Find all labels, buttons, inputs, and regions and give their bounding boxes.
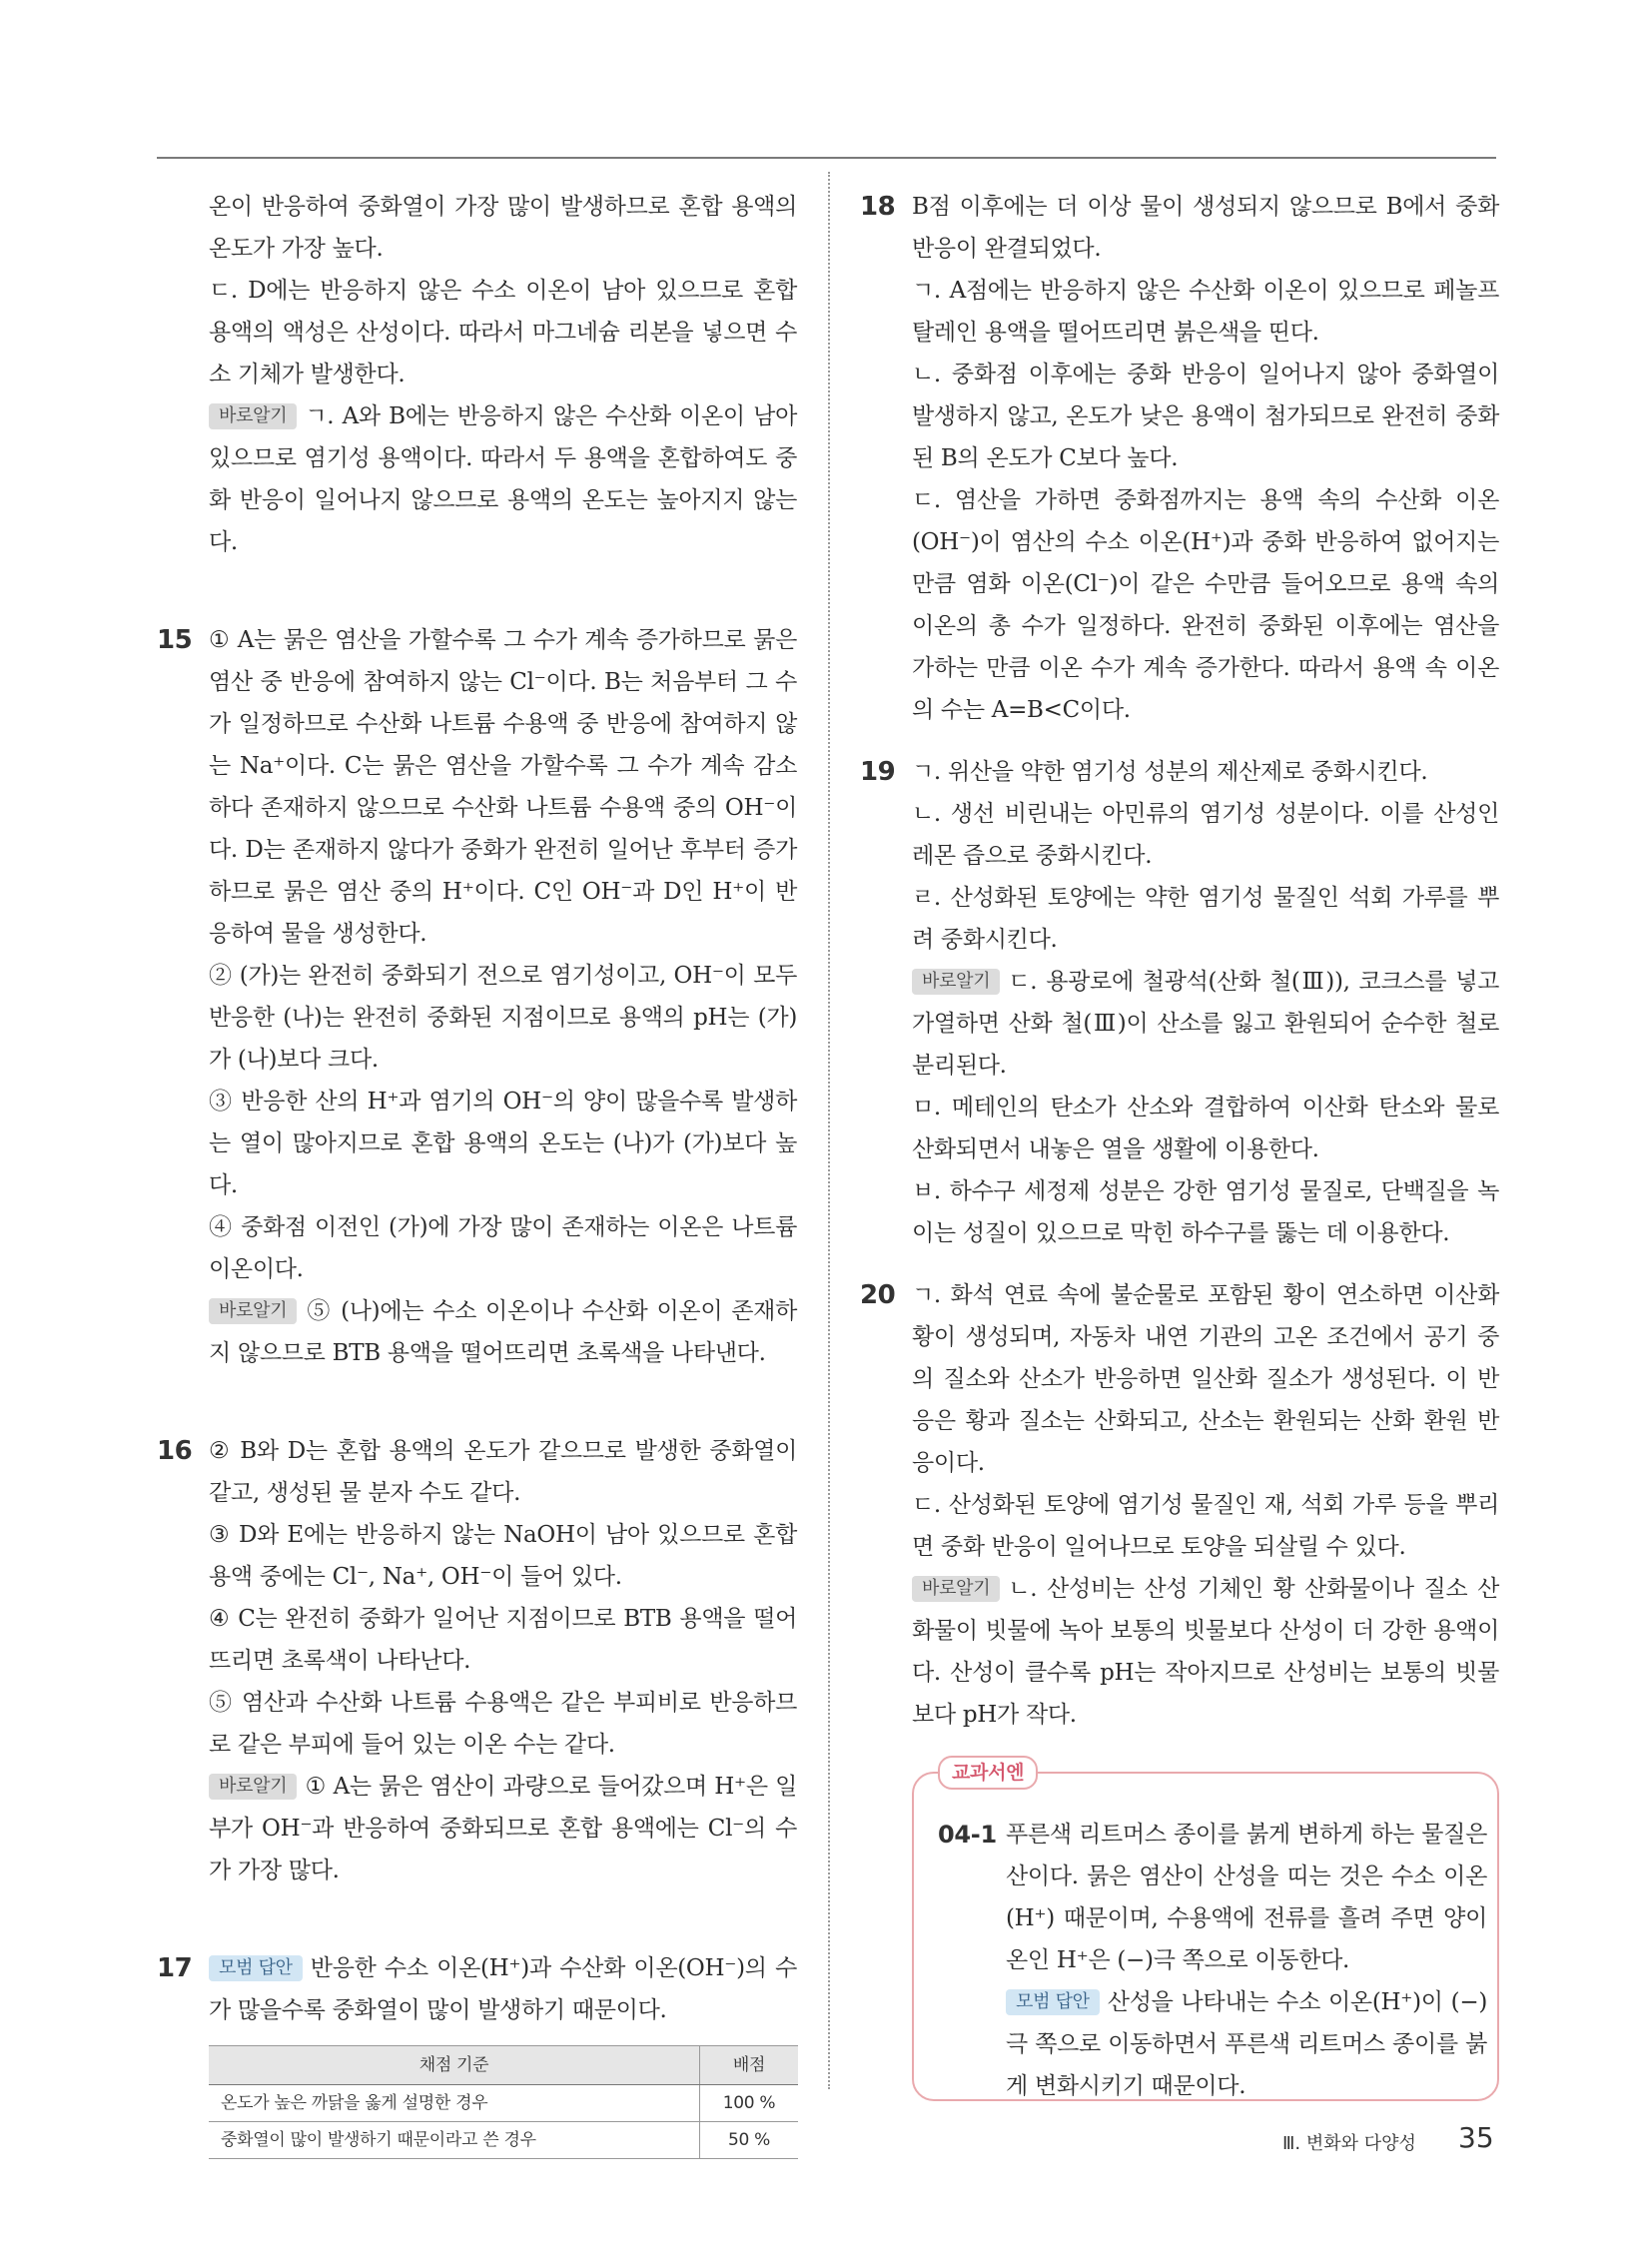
q16-p5: [209, 1766, 797, 1891]
q20-wrong-explanation: ㄴ. 산성비는 산성 기체인 황 산화물이나 질소 산화물이 빗물에 녹아 보통의 빗물보다 산성이 더 강한 용액이다. 산성이 클수록 pH는 작아지므로 산성비는 보통의 빗물보다 pH가 작다.: [912, 1576, 1499, 1728]
footer-section-title: Ⅲ. 변화와 다양성: [1282, 2133, 1416, 2154]
left-column: [157, 186, 797, 2159]
scoring-points-header: 배점: [700, 2046, 799, 2085]
textbook-p2: [1006, 1981, 1487, 2107]
q15-p3: ③ 반응한 산의 H⁺과 염기의 OH⁻의 양이 많을수록 발생하는 열이 많아지므로 혼합 용액의 온도는 (나)가 (가)보다 높다.: [209, 1089, 797, 1198]
right-column: [860, 186, 1499, 2101]
q19-p6: ㅂ. 하수구 세정제 성분은 강한 염기성 물질로, 단백질을 녹이는 성질이 있으므로 막힌 하수구를 뚫는 데 이용한다.: [912, 1178, 1499, 1246]
scoring-points-cell: 100 %: [700, 2085, 799, 2122]
q20-p1: ㄱ. 화석 연료 속에 불순물로 포함된 황이 연소하면 이산화 황이 생성되며, 자동차 내연 기관의 고온 조건에서 공기 중의 질소와 산소가 반응하면 일산화 질소가 생성된다. 이 반응은 황과 질소는 산화되고, 산소는 환원되는 산화 환원 반응이다.: [912, 1282, 1499, 1476]
barogi-tag: 바로알기: [912, 969, 1000, 995]
q14-cont-p3: [209, 395, 797, 563]
q17-answer-text: 반응한 수소 이온(H⁺)과 수산화 이온(OH⁻)의 수가 많을수록 중화열이 많이 발생하기 때문이다.: [209, 1955, 797, 2023]
mobeom-tag: 모범 답안: [1006, 1989, 1100, 2015]
scoring-table: [209, 2045, 798, 2159]
table-row: [209, 2085, 798, 2122]
question-number-16: 16: [157, 1436, 193, 1466]
textbook-question-number: 04-1: [938, 1821, 997, 1849]
q16-p4: ⑤ 염산과 수산화 나트륨 수용액은 같은 부피비로 반응하므로 같은 부피에 들어 있는 이온 수는 같다.: [209, 1690, 797, 1758]
q15-wrong-explanation: ⑤ (나)에는 수소 이온이나 수산화 이온이 존재하지 않으므로 BTB 용액을 떨어뜨리면 초록색을 나타낸다.: [209, 1298, 797, 1366]
q19-p2: ㄴ. 생선 비린내는 아민류의 염기성 성분이다. 이를 산성인 레몬 즙으로 중화시킨다.: [912, 801, 1499, 869]
q19-p5: ㅁ. 메테인의 탄소가 산소와 결합하여 이산화 탄소와 물로 산화되면서 내놓은 열을 생활에 이용한다.: [912, 1095, 1499, 1162]
question-number-20: 20: [860, 1280, 896, 1310]
barogi-tag: 바로알기: [912, 1576, 1000, 1602]
question-number-17: 17: [157, 1953, 193, 1983]
scoring-table-header: [209, 2046, 798, 2085]
q15-p4: ④ 중화점 이전인 (가)에 가장 많이 존재하는 이온은 나트륨 이온이다.: [209, 1214, 797, 1282]
textbook-box: [912, 1762, 1499, 2101]
barogi-tag: 바로알기: [209, 1774, 297, 1800]
question-15: [157, 619, 797, 1374]
textbook-answer-text: 산성을 나타내는 수소 이온(H⁺)이 (−)극 쪽으로 이동하면서 푸른색 리트머스 종이를 붉게 변화시키기 때문이다.: [1006, 1989, 1487, 2099]
q19-p3: ㄹ. 산성화된 토양에는 약한 염기성 물질인 석회 가루를 뿌려 중화시킨다.: [912, 885, 1499, 953]
q17-answer: [209, 1947, 797, 2031]
q16-wrong-explanation: ① A는 묽은 염산이 과량으로 들어갔으며 H⁺은 일부가 OH⁻과 반응하여 중화되므로 혼합 용액에는 Cl⁻의 수가 가장 많다.: [209, 1774, 797, 1883]
q20-p3: [912, 1568, 1499, 1736]
textbook-tag: 교과서엔: [938, 1756, 1038, 1790]
q18-p1: B점 이후에는 더 이상 물이 생성되지 않으므로 B에서 중화 반응이 완결되었다.: [912, 194, 1499, 262]
scoring-points-cell: 50 %: [700, 2122, 799, 2159]
q16-p1: ② B와 D는 혼합 용액의 온도가 같으므로 발생한 중화열이 같고, 생성된 물 분자 수도 같다.: [209, 1438, 797, 1506]
q20-p2: ㄷ. 산성화된 토양에 염기성 물질인 재, 석회 가루 등을 뿌리면 중화 반응이 일어나므로 토양을 되살릴 수 있다.: [912, 1492, 1499, 1560]
q19-p1: ㄱ. 위산을 약한 염기성 성분의 제산제로 중화시킨다.: [912, 759, 1428, 785]
q14-cont-p1: 온이 반응하여 중화열이 가장 많이 발생하므로 혼합 용액의 온도가 가장 높다.: [209, 194, 797, 262]
q19-wrong-explanation: ㄷ. 용광로에 철광석(산화 철(Ⅲ)), 코크스를 넣고 가열하면 산화 철(Ⅲ)이 산소를 잃고 환원되어 순수한 철로 분리된다.: [912, 969, 1499, 1079]
textbook-p1: 푸른색 리트머스 종이를 붉게 변하게 하는 물질은 산이다. 묽은 염산이 산성을 띠는 것은 수소 이온(H⁺) 때문이며, 수용액에 전류를 흘려 주면 양이온인 H⁺은 (−)극 쪽으로 이동한다.: [1006, 1822, 1487, 1973]
q18-p4: ㄷ. 염산을 가하면 중화점까지는 용액 속의 수산화 이온(OH⁻)이 염산의 수소 이온(H⁺)과 중화 반응하여 없어지는 만큼 염화 이온(Cl⁻)이 같은 수만큼 들어오므로 용액 속의 이온의 총 수가 일정하다. 완전히 중화된 이후에는 염산을 가하는 만큼 이온 수가 계속 증가한다. 따라서 용액 속 이온의 수는 A=B<C이다.: [912, 487, 1499, 723]
mobeom-tag: 모범 답안: [209, 1955, 303, 1981]
q15-p2: ② (가)는 완전히 중화되기 전으로 염기성이고, OH⁻이 모두 반응한 (나)는 완전히 중화된 지점이므로 용액의 pH는 (가)가 (나)보다 크다.: [209, 963, 797, 1073]
q18-p3: ㄴ. 중화점 이후에는 중화 반응이 일어나지 않아 중화열이 발생하지 않고, 온도가 낮은 용액이 첨가되므로 완전히 중화된 B의 온도가 C보다 높다.: [912, 362, 1499, 471]
question-number-19: 19: [860, 757, 896, 787]
q16-p2: ③ D와 E에는 반응하지 않는 NaOH이 남아 있으므로 혼합 용액 중에는 Cl⁻, Na⁺, OH⁻이 들어 있다.: [209, 1522, 797, 1590]
column-divider: [828, 172, 830, 2089]
scoring-criteria-header: 채점 기준: [209, 2046, 700, 2085]
question-20: [860, 1274, 1499, 1736]
q14-wrong-explanation: ㄱ. A와 B에는 반응하지 않은 수산화 이온이 남아 있으므로 염기성 용액이다. 따라서 두 용액을 혼합하여도 중화 반응이 일어나지 않으므로 용액의 온도는 높아지지 않는다.: [209, 403, 797, 555]
q19-p4: [912, 961, 1499, 1087]
q15-p5: [209, 1290, 797, 1374]
question-18: [860, 186, 1499, 731]
scoring-criteria-cell: 중화열이 많이 발생하기 때문이라고 쓴 경우: [209, 2122, 700, 2159]
question-number-15: 15: [157, 625, 193, 655]
question-number-18: 18: [860, 192, 896, 222]
scoring-criteria-cell: 온도가 높은 까닭을 옳게 설명한 경우: [209, 2085, 700, 2122]
q16-p3: ④ C는 완전히 중화가 일어난 지점이므로 BTB 용액을 떨어뜨리면 초록색이 나타난다.: [209, 1606, 797, 1674]
q18-p2: ㄱ. A점에는 반응하지 않은 수산화 이온이 있으므로 페놀프탈레인 용액을 떨어뜨리면 붉은색을 띤다.: [912, 278, 1499, 346]
question-16: [157, 1430, 797, 1891]
question-19: [860, 751, 1499, 1254]
barogi-tag: 바로알기: [209, 1298, 297, 1324]
q14-cont-p2: ㄷ. D에는 반응하지 않은 수소 이온이 남아 있으므로 혼합 용액의 액성은 산성이다. 따라서 마그네슘 리본을 넣으면 수소 기체가 발생한다.: [209, 278, 797, 387]
textbook-body: [914, 1814, 1487, 2107]
q15-p1: ① A는 묽은 염산을 가할수록 그 수가 계속 증가하므로 묽은 염산 중 반응에 참여하지 않는 Cl⁻이다. B는 처음부터 그 수가 일정하므로 수산화 나트륨 수용액 중 반응에 참여하지 않는 Na⁺이다. C는 묽은 염산을 가할수록 그 수가 계속 감소하다 존재하지 않으므로 수산화 나트륨 수용액 중의 OH⁻이다. D는 존재하지 않다가 중화가 완전히 일어난 후부터 증가하므로 묽은 염산 중의 H⁺이다. C인 OH⁻과 D인 H⁺이 반응하여 물을 생성한다.: [209, 627, 797, 947]
question-17: [157, 1947, 797, 2031]
page-number: 35: [1458, 2121, 1494, 2154]
table-row: [209, 2122, 798, 2159]
barogi-tag: 바로알기: [209, 403, 297, 429]
q14-continuation: [157, 186, 797, 563]
top-rule: [157, 157, 1496, 159]
